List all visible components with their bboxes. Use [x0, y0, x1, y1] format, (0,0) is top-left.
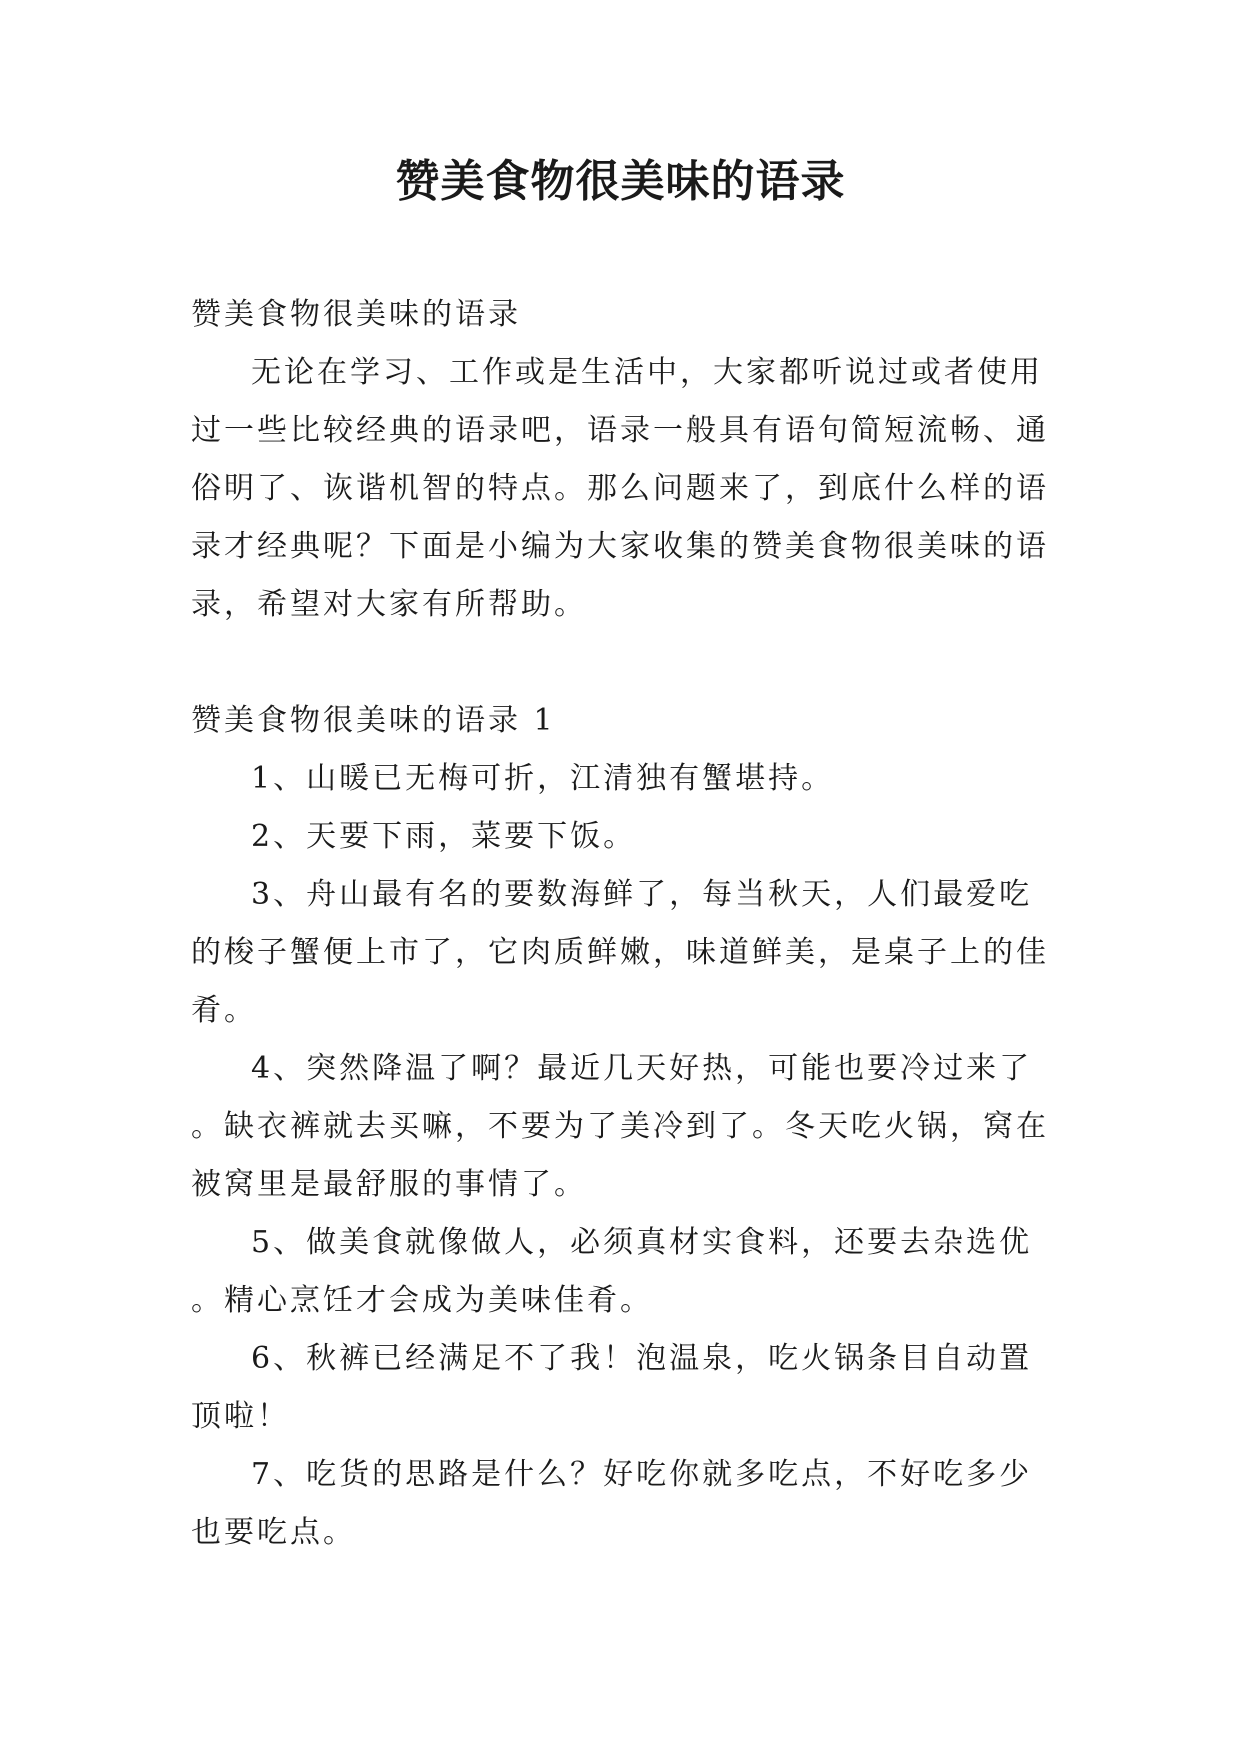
- quote-item-1: 1、山暖已无梅可折，江清独有蟹堪持。: [251, 761, 835, 796]
- quote-item-5: 5、做美食就像做人，必须真材实食料，还要去杂选优。精心烹饪才会成为美味佳肴。: [191, 1225, 1033, 1318]
- intro-heading: 赞美食物很美味的语录: [191, 297, 521, 332]
- intro-paragraph: 无论在学习、工作或是生活中，大家都听说过或者使用过一些比较经典的语录吧，语录一般具有语句简短流畅、通俗明了、诙谐机智的特点。那么问题来了，到底什么样的语录才经典呢？下面是小编为大家收集的赞美食物很美味的语录，希望对大家有所帮助。: [191, 355, 1049, 622]
- document-body: [191, 286, 1061, 1562]
- section-heading: 赞美食物很美味的语录 1: [191, 703, 556, 738]
- document-title: 赞美食物很美味的语录: [395, 156, 846, 207]
- quote-item-3: 3、舟山最有名的要数海鲜了，每当秋天，人们最爱吃的梭子蟹便上市了，它肉质鲜嫩，味道鲜美，是桌子上的佳肴。: [191, 877, 1049, 1028]
- quote-item-4: 4、突然降温了啊？最近几天好热，可能也要冷过来了。缺衣裤就去买嘛，不要为了美冷到了。冬天吃火锅，窝在被窝里是最舒服的事情了。: [191, 1051, 1049, 1202]
- quote-item-6: 6、秋裤已经满足不了我！泡温泉，吃火锅条目自动置顶啦！: [191, 1341, 1033, 1434]
- quote-item-2: 2、天要下雨，菜要下饭。: [251, 819, 637, 854]
- quote-item-7: 7、吃货的思路是什么？好吃你就多吃点，不好吃多少也要吃点。: [191, 1457, 1033, 1550]
